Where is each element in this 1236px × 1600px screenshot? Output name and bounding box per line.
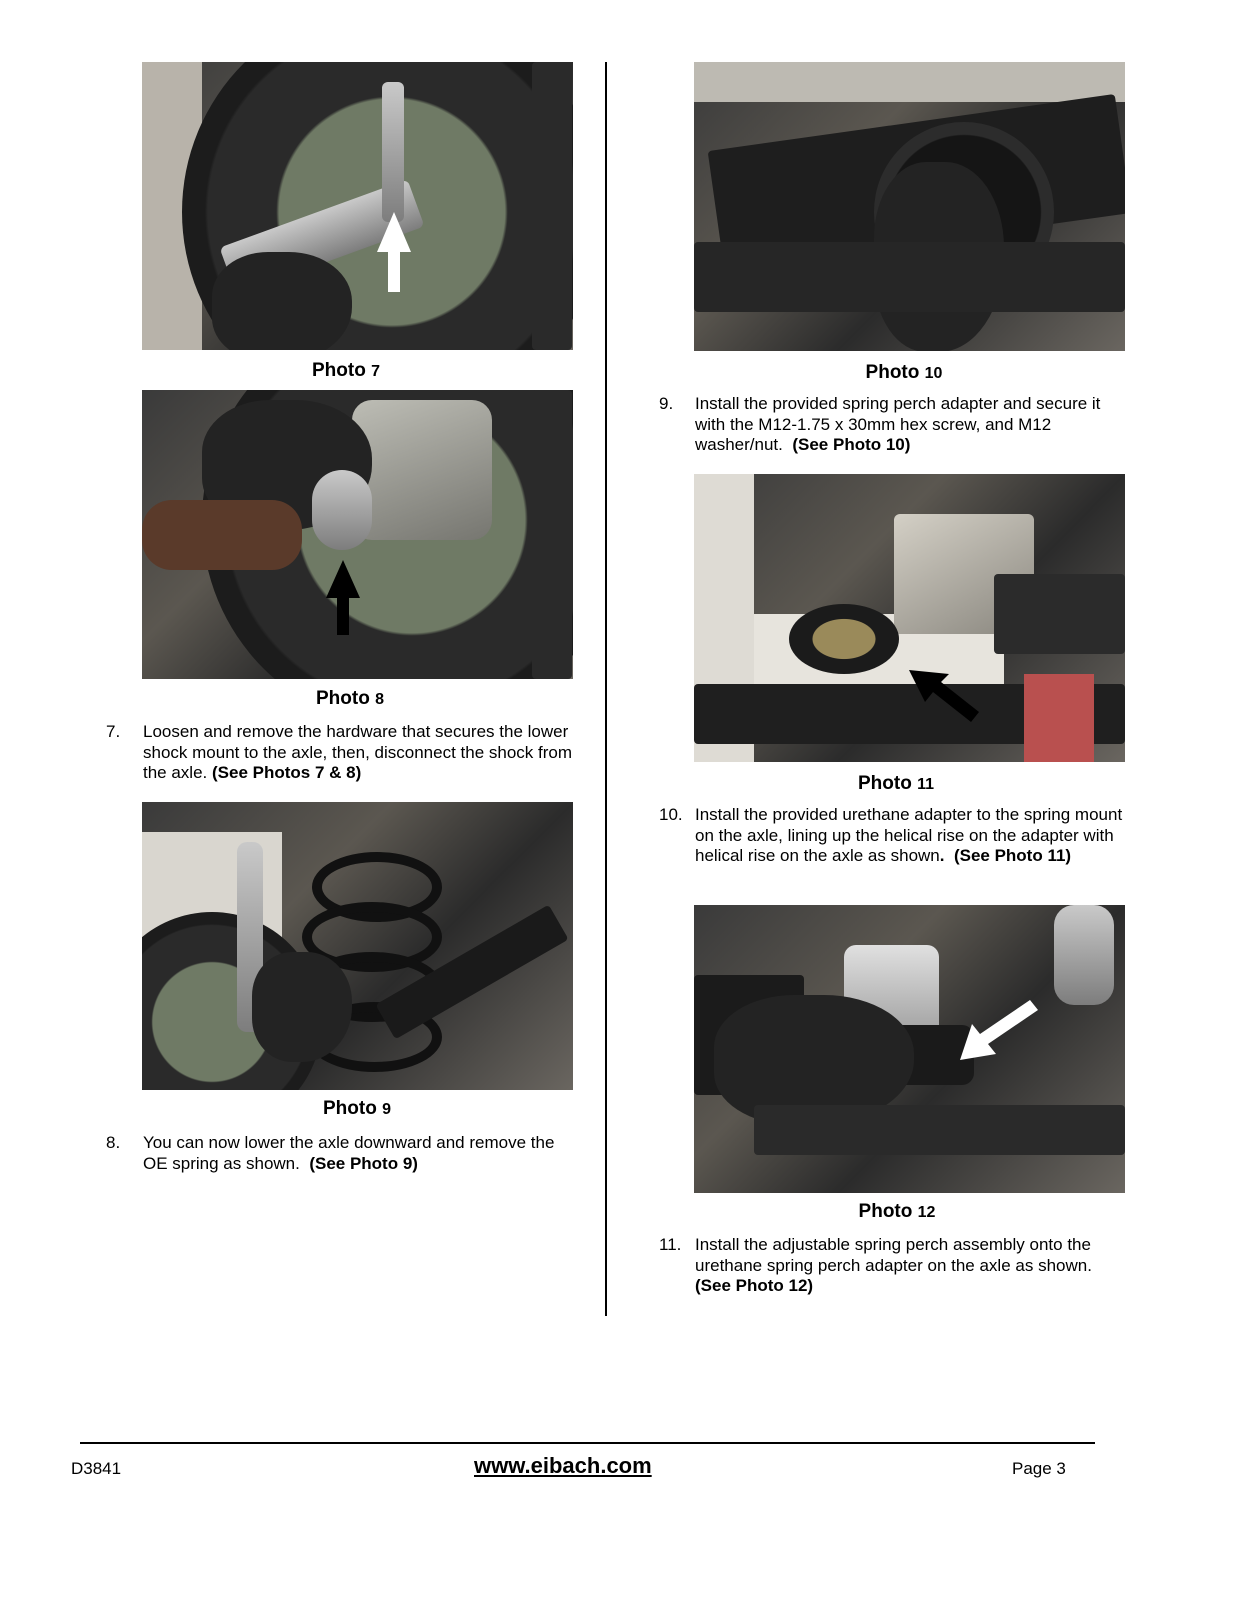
photo-12-caption: Photo 12 (858, 1201, 936, 1222)
step-text: Install the provided spring perch adapter and secure it with the M12-1.75 x 30mm hex screw, and M12 washer/nut. (695, 394, 1101, 454)
document-id: D3841 (71, 1459, 122, 1478)
step-number: 10. (659, 805, 683, 824)
step-9 (659, 394, 1129, 458)
step-10: 10. Install the provided urethane adapter to the spring mount on the axle, lining up the helical rise on the adapter with helical rise on the axle as shown. (See Photo 11) (659, 805, 1123, 865)
photo-10 (694, 62, 1125, 351)
photo-7-caption: Photo 7 (311, 360, 380, 381)
step-reference: (See Photo 11) (953, 846, 1072, 865)
column-divider (605, 62, 607, 1316)
photo-9-caption: Photo 9 (322, 1098, 391, 1119)
website-link[interactable]: www.eibach.com (474, 1453, 652, 1478)
step-reference: (See Photo 12) (695, 1276, 814, 1295)
step-reference: (See Photo 9) (309, 1153, 418, 1173)
white-arrow-icon (377, 212, 411, 292)
step-8 (106, 1133, 581, 1175)
step-reference: (See Photo 10) (792, 435, 911, 454)
black-arrow-icon (326, 560, 360, 635)
step-reference: (See Photos 7 & 8) (212, 763, 362, 782)
photo-9 (142, 802, 573, 1090)
photo-12 (694, 905, 1125, 1193)
photo-11 (694, 474, 1125, 762)
black-arrow-icon (909, 670, 979, 722)
step-number: 7. (106, 722, 121, 741)
photo-11-caption: Photo 11 (857, 773, 935, 794)
white-arrow-icon (960, 1000, 1040, 1060)
step-7 (106, 722, 576, 786)
step-11 (659, 1235, 1129, 1299)
photo-8-caption: Photo 8 (315, 688, 384, 709)
step-text: You can now lower the axle downward and remove the OE spring as shown. (143, 1133, 555, 1173)
step-text: Install the adjustable spring perch assembly onto the urethane spring perch adapter on the axle as shown. (695, 1235, 1092, 1275)
page-number: Page 3 (1012, 1459, 1066, 1478)
photo-10-caption: Photo 10 (865, 362, 943, 383)
step-number: 8. (106, 1133, 121, 1152)
step-number: 11. (659, 1235, 682, 1254)
photo-7 (142, 62, 573, 350)
step-number: 9. (659, 394, 674, 413)
step-text: Loosen and remove the hardware that secures the lower shock mount to the axle, then, disconnect the shock from the axle. (143, 722, 573, 782)
step-text: Install the provided urethane adapter to the spring mount on the axle, lining up the helical rise on the adapter with helical rise on the axle as shown (695, 805, 1123, 865)
footer-rule (80, 1442, 1095, 1444)
photo-8 (142, 390, 573, 679)
